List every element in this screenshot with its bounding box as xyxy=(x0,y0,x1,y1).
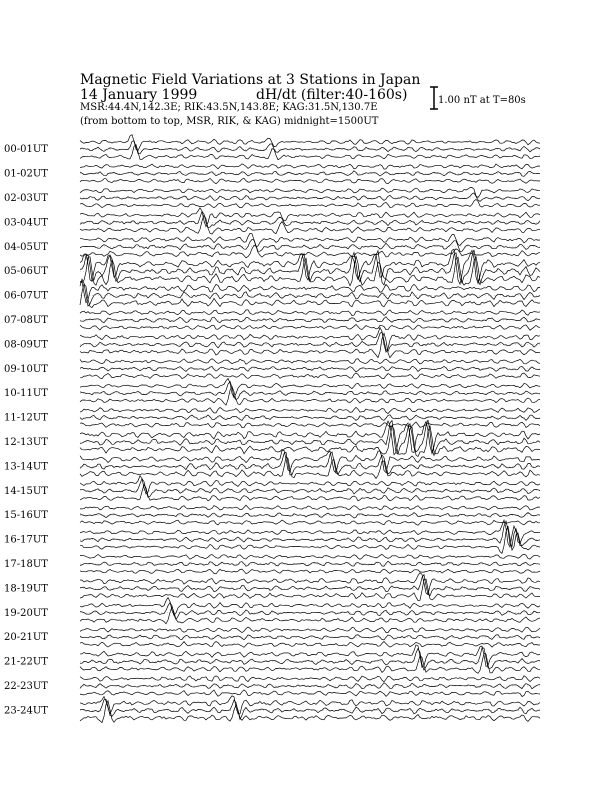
trace-rik xyxy=(80,699,540,719)
trace-rik xyxy=(80,452,540,475)
hour-label: 06-07UT xyxy=(4,290,48,302)
trace-kag xyxy=(80,164,540,169)
trace-kag xyxy=(80,208,540,227)
trace-rik xyxy=(80,317,540,323)
trace-msr xyxy=(80,387,540,406)
hour-label: 18-19UT xyxy=(4,583,48,595)
trace-kag xyxy=(80,450,540,473)
hour-label: 11-12UT xyxy=(4,412,48,424)
hour-label: 03-04UT xyxy=(4,217,48,229)
hour-label: 22-23UT xyxy=(4,681,48,692)
trace-rik xyxy=(80,211,540,227)
trace-rik xyxy=(80,250,540,285)
hour-label: 17-18UT xyxy=(4,559,48,570)
trace-rik xyxy=(80,366,540,372)
trace-msr xyxy=(80,215,540,234)
trace-rik xyxy=(80,332,540,351)
hour-label: 00-01UT xyxy=(4,144,48,156)
trace-kag xyxy=(80,696,540,714)
trace-rik xyxy=(80,575,540,596)
chart-quantity: dH/dt (filter:40-160s) xyxy=(256,87,408,103)
trace-kag xyxy=(80,281,540,302)
hour-label: 23-24UT xyxy=(4,705,48,717)
hour-label: 10-11UT xyxy=(4,388,48,400)
trace-msr xyxy=(80,485,540,501)
trace-msr xyxy=(80,373,540,379)
trace-kag xyxy=(80,645,540,667)
trace-msr xyxy=(80,642,540,648)
trace-msr xyxy=(80,569,540,574)
trace-msr xyxy=(80,607,540,624)
trace-kag xyxy=(80,505,540,510)
trace-order-note: (from bottom to top, MSR, RIK, & KAG) midnight=1500UT xyxy=(80,116,379,127)
trace-rik xyxy=(80,141,540,154)
trace-kag xyxy=(80,676,540,682)
hour-label: 04-05UT xyxy=(4,241,48,253)
hour-label: 16-17UT xyxy=(4,534,48,546)
trace-msr xyxy=(80,325,540,331)
trace-kag xyxy=(80,627,540,633)
trace-rik xyxy=(80,561,540,566)
hour-label: 13-14UT xyxy=(4,461,48,473)
trace-rik xyxy=(80,382,540,400)
hour-label: 20-21UT xyxy=(4,632,48,644)
trace-msr xyxy=(80,200,540,208)
chart-date: 14 January 1999 xyxy=(80,87,198,103)
trace-kag xyxy=(80,379,540,398)
hour-label: 02-03UT xyxy=(4,193,48,204)
trace-msr xyxy=(80,178,540,183)
trace-msr xyxy=(80,426,540,457)
trace-kag xyxy=(80,188,540,198)
trace-msr xyxy=(80,520,540,525)
trace-msr xyxy=(80,690,540,697)
trace-kag xyxy=(80,554,540,559)
hour-label: 21-22UT xyxy=(4,656,48,668)
scale-label: 1.00 nT at T=80s xyxy=(438,95,526,106)
trace-kag xyxy=(80,407,540,413)
hour-label: 05-06UT xyxy=(4,266,48,278)
trace-rik xyxy=(80,193,540,201)
trace-rik xyxy=(80,239,540,251)
chart-title: Magnetic Field Variations at 3 Stations in Japan xyxy=(80,72,421,88)
hour-label: 12-13UT xyxy=(4,437,48,448)
trace-rik xyxy=(80,648,540,670)
hour-label: 15-16UT xyxy=(4,510,48,522)
hour-label: 19-20UT xyxy=(4,607,48,619)
station-coordinates: MSR:44.4N,142.3E; RIK:43.5N,143.8E; KAG:31.5N,130.7E xyxy=(80,102,378,113)
hour-label: 08-09UT xyxy=(4,339,48,351)
trace-rik xyxy=(80,171,540,177)
trace-rik xyxy=(80,683,540,689)
trace-kag xyxy=(80,573,540,595)
hour-label: 07-08UT xyxy=(4,315,48,326)
trace-msr xyxy=(80,145,540,160)
trace-msr xyxy=(80,422,540,428)
trace-kag xyxy=(80,359,540,365)
hour-label: 01-02UT xyxy=(4,168,48,180)
trace-kag xyxy=(80,135,540,151)
hour-label: 14-15UT xyxy=(4,485,48,497)
trace-kag xyxy=(80,328,540,353)
trace-kag xyxy=(80,310,540,316)
hour-label: 09-10UT xyxy=(4,363,48,375)
trace-msr xyxy=(80,653,540,673)
trace-kag xyxy=(80,233,540,247)
